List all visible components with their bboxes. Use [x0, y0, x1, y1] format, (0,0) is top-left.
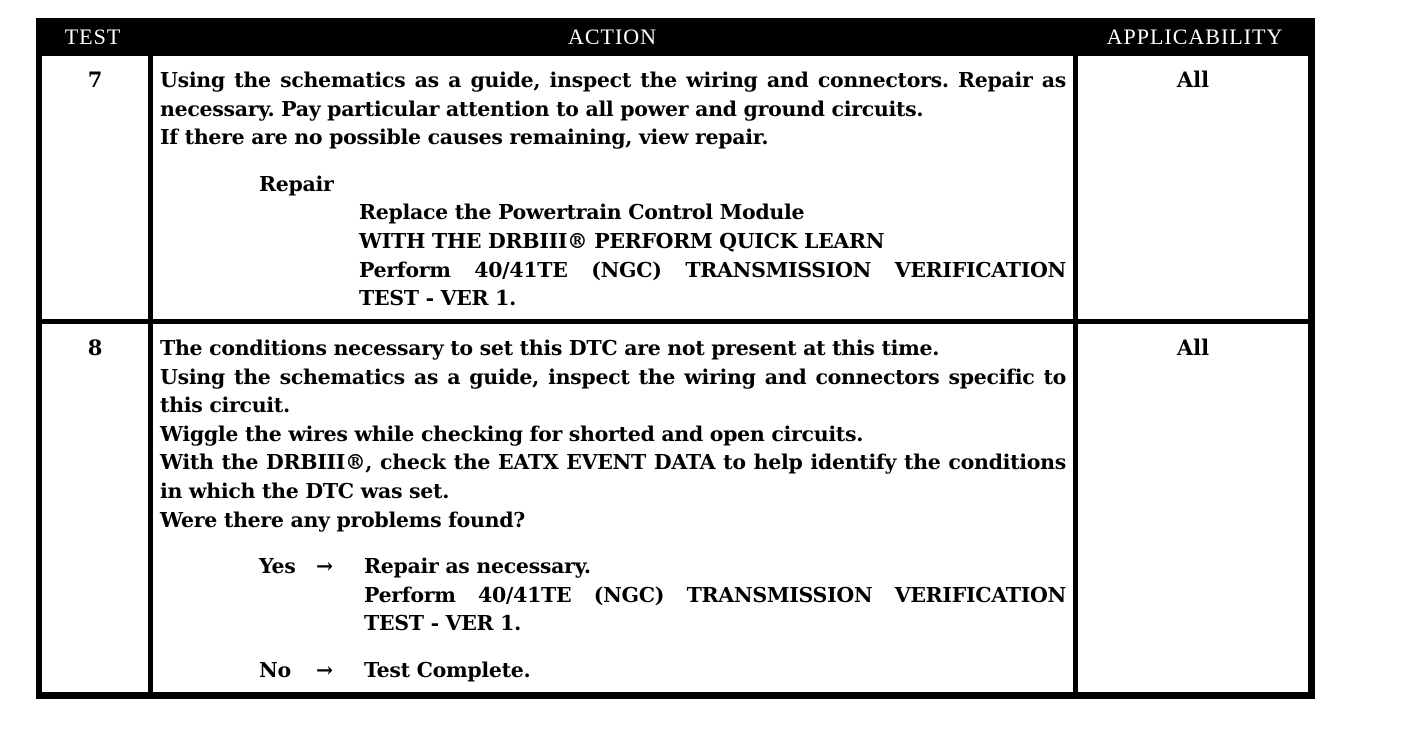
- repair-step: Replace the Powertrain Control Module: [359, 200, 805, 225]
- repair-step: Perform 40/41TE (NGC) TRANSMISSION VERIFICATION: [359, 257, 1066, 282]
- answer-text: Perform 40/41TE (NGC) TRANSMISSION VERIFICATION: [364, 582, 1066, 607]
- action-text: If there are no possible causes remaining, view repair.: [160, 125, 769, 150]
- test-number: 7: [87, 67, 103, 92]
- answer-no: [160, 656, 1066, 685]
- action-text: Using the schematics as a guide, inspect the wiring and connectors. Repair as necessary. Pay particular attention to all power and ground circuits.: [160, 68, 1066, 121]
- applicability-value: All: [1176, 67, 1210, 92]
- action-text: Using the schematics as a guide, inspect the wiring and connectors specific to this circuit.: [160, 364, 1066, 418]
- action-text: The conditions necessary to set this DTC are not present at this time.: [160, 336, 940, 360]
- action-text: Wiggle the wires while checking for shorted and open circuits.: [160, 421, 864, 446]
- row-8-action-cell: [153, 324, 1073, 692]
- action-text: With the DRBIII®, check the EATX EVENT DATA to help identify the conditions in which the DTC was set.: [160, 450, 1066, 503]
- repair-step: TEST - VER 1.: [359, 286, 516, 311]
- header-applicability: APPLICABILITY: [1106, 24, 1284, 49]
- arrow-right-icon: →: [316, 657, 333, 682]
- row-8-applicability-cell: [1078, 324, 1308, 692]
- test-number: 8: [87, 335, 103, 360]
- repair-step: WITH THE DRBIII® PERFORM QUICK LEARN: [359, 228, 885, 253]
- answer-label: Yes: [259, 554, 296, 579]
- header-action: ACTION: [567, 24, 658, 49]
- arrow-right-icon: →: [316, 554, 333, 579]
- repair-label: Repair: [259, 171, 334, 196]
- diagnostic-table: [36, 18, 1315, 699]
- applicability-value: All: [1176, 335, 1210, 360]
- answer-text: Test Complete.: [364, 657, 531, 682]
- row-8-test-cell: [42, 324, 148, 692]
- question-text: Were there any problems found?: [160, 507, 525, 532]
- header-test: TEST: [64, 24, 122, 49]
- answer-text: Repair as necessary.: [364, 554, 591, 579]
- row-7-applicability-cell: [1078, 56, 1308, 319]
- answer-yes: [160, 552, 1066, 638]
- answer-label: No: [259, 657, 291, 682]
- row-7-test-cell: [42, 56, 148, 319]
- answer-text: TEST - VER 1.: [364, 611, 521, 636]
- row-7-action-cell: [153, 56, 1073, 319]
